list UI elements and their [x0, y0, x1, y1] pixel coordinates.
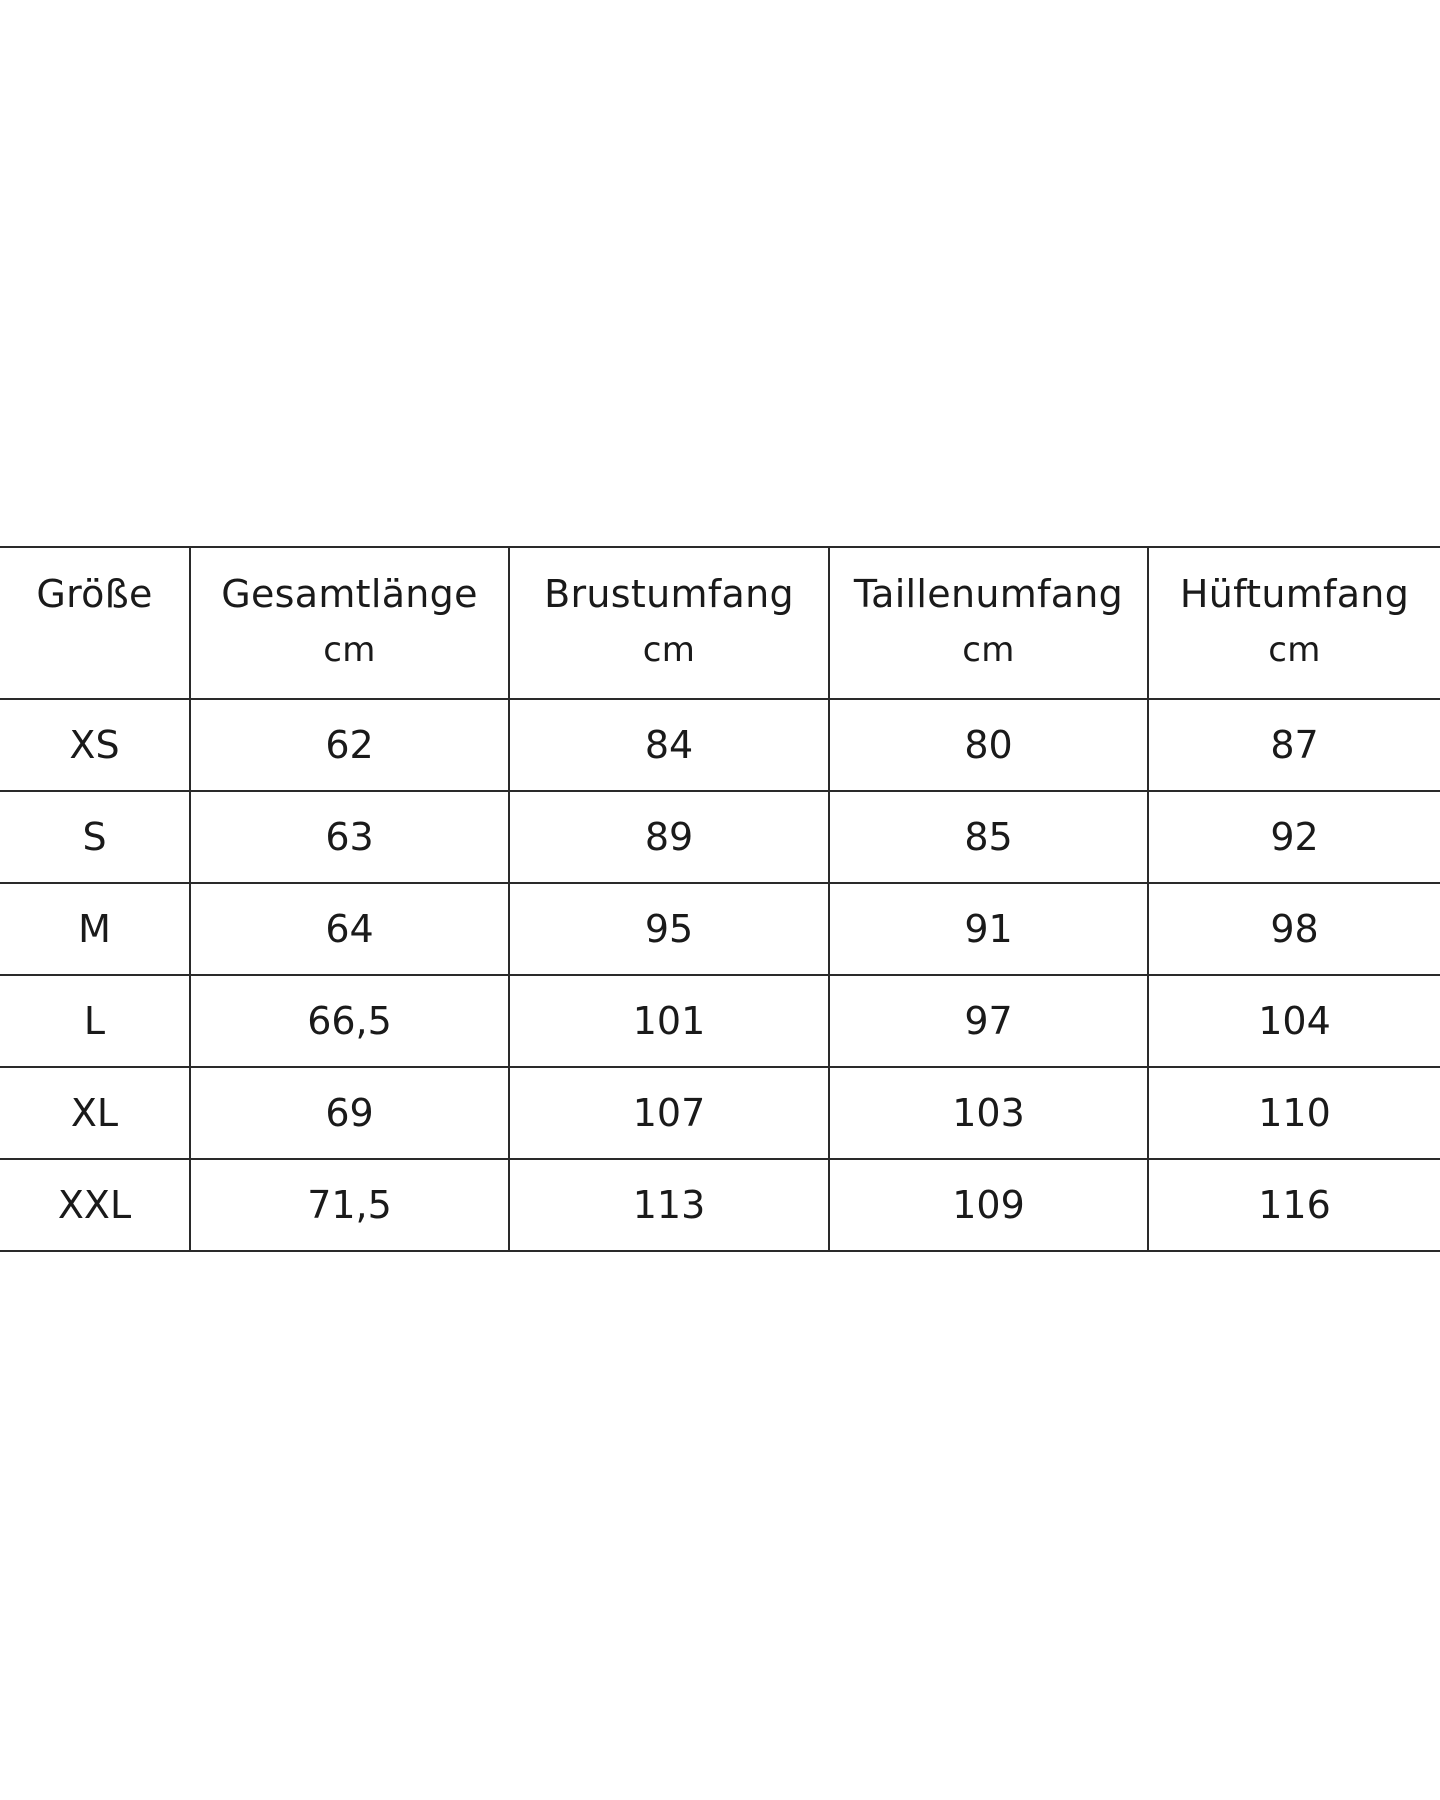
- header-chest: [509, 547, 829, 699]
- cell-size: XL: [0, 1067, 190, 1159]
- header-label: Gesamtlänge: [221, 572, 478, 616]
- cell-total-length: 64: [190, 883, 509, 975]
- cell-total-length: 66,5: [190, 975, 509, 1067]
- header-hip: [1148, 547, 1440, 699]
- cell-waist: 103: [829, 1067, 1148, 1159]
- table-row: [0, 1067, 1440, 1159]
- cell-hip: 87: [1148, 699, 1440, 791]
- cell-waist: 91: [829, 883, 1148, 975]
- cell-total-length: 69: [190, 1067, 509, 1159]
- cell-size: L: [0, 975, 190, 1067]
- header-waist: [829, 547, 1148, 699]
- header-label: Hüftumfang: [1179, 572, 1410, 616]
- table-row: [0, 791, 1440, 883]
- cell-chest: 107: [509, 1067, 829, 1159]
- cell-chest: 84: [509, 699, 829, 791]
- cell-waist: 97: [829, 975, 1148, 1067]
- table-row: [0, 1159, 1440, 1251]
- cell-total-length: 71,5: [190, 1159, 509, 1251]
- header-unit: cm: [323, 630, 376, 670]
- size-chart-table: [0, 546, 1440, 1252]
- cell-total-length: 63: [190, 791, 509, 883]
- header-label: Größe: [36, 572, 153, 616]
- cell-size: M: [0, 883, 190, 975]
- header-label: Taillenumfang: [853, 572, 1124, 616]
- header-size: [0, 547, 190, 699]
- header-unit: cm: [962, 630, 1015, 670]
- table-row: [0, 883, 1440, 975]
- header-unit: cm: [642, 630, 696, 670]
- cell-size: XS: [0, 699, 190, 791]
- cell-waist: 85: [829, 791, 1148, 883]
- cell-waist: 80: [829, 699, 1148, 791]
- cell-chest: 95: [509, 883, 829, 975]
- cell-chest: 113: [509, 1159, 829, 1251]
- header-label: Brustumfang: [544, 572, 794, 616]
- cell-hip: 104: [1148, 975, 1440, 1067]
- cell-hip: 92: [1148, 791, 1440, 883]
- table-row: [0, 699, 1440, 791]
- cell-hip: 98: [1148, 883, 1440, 975]
- cell-total-length: 62: [190, 699, 509, 791]
- cell-hip: 116: [1148, 1159, 1440, 1251]
- cell-hip: 110: [1148, 1067, 1440, 1159]
- header-unit: cm: [1268, 630, 1321, 670]
- cell-chest: 89: [509, 791, 829, 883]
- cell-chest: 101: [509, 975, 829, 1067]
- cell-size: S: [0, 791, 190, 883]
- cell-waist: 109: [829, 1159, 1148, 1251]
- table-row: [0, 975, 1440, 1067]
- cell-size: XXL: [0, 1159, 190, 1251]
- table-header-row: [0, 547, 1440, 699]
- header-total-length: [190, 547, 509, 699]
